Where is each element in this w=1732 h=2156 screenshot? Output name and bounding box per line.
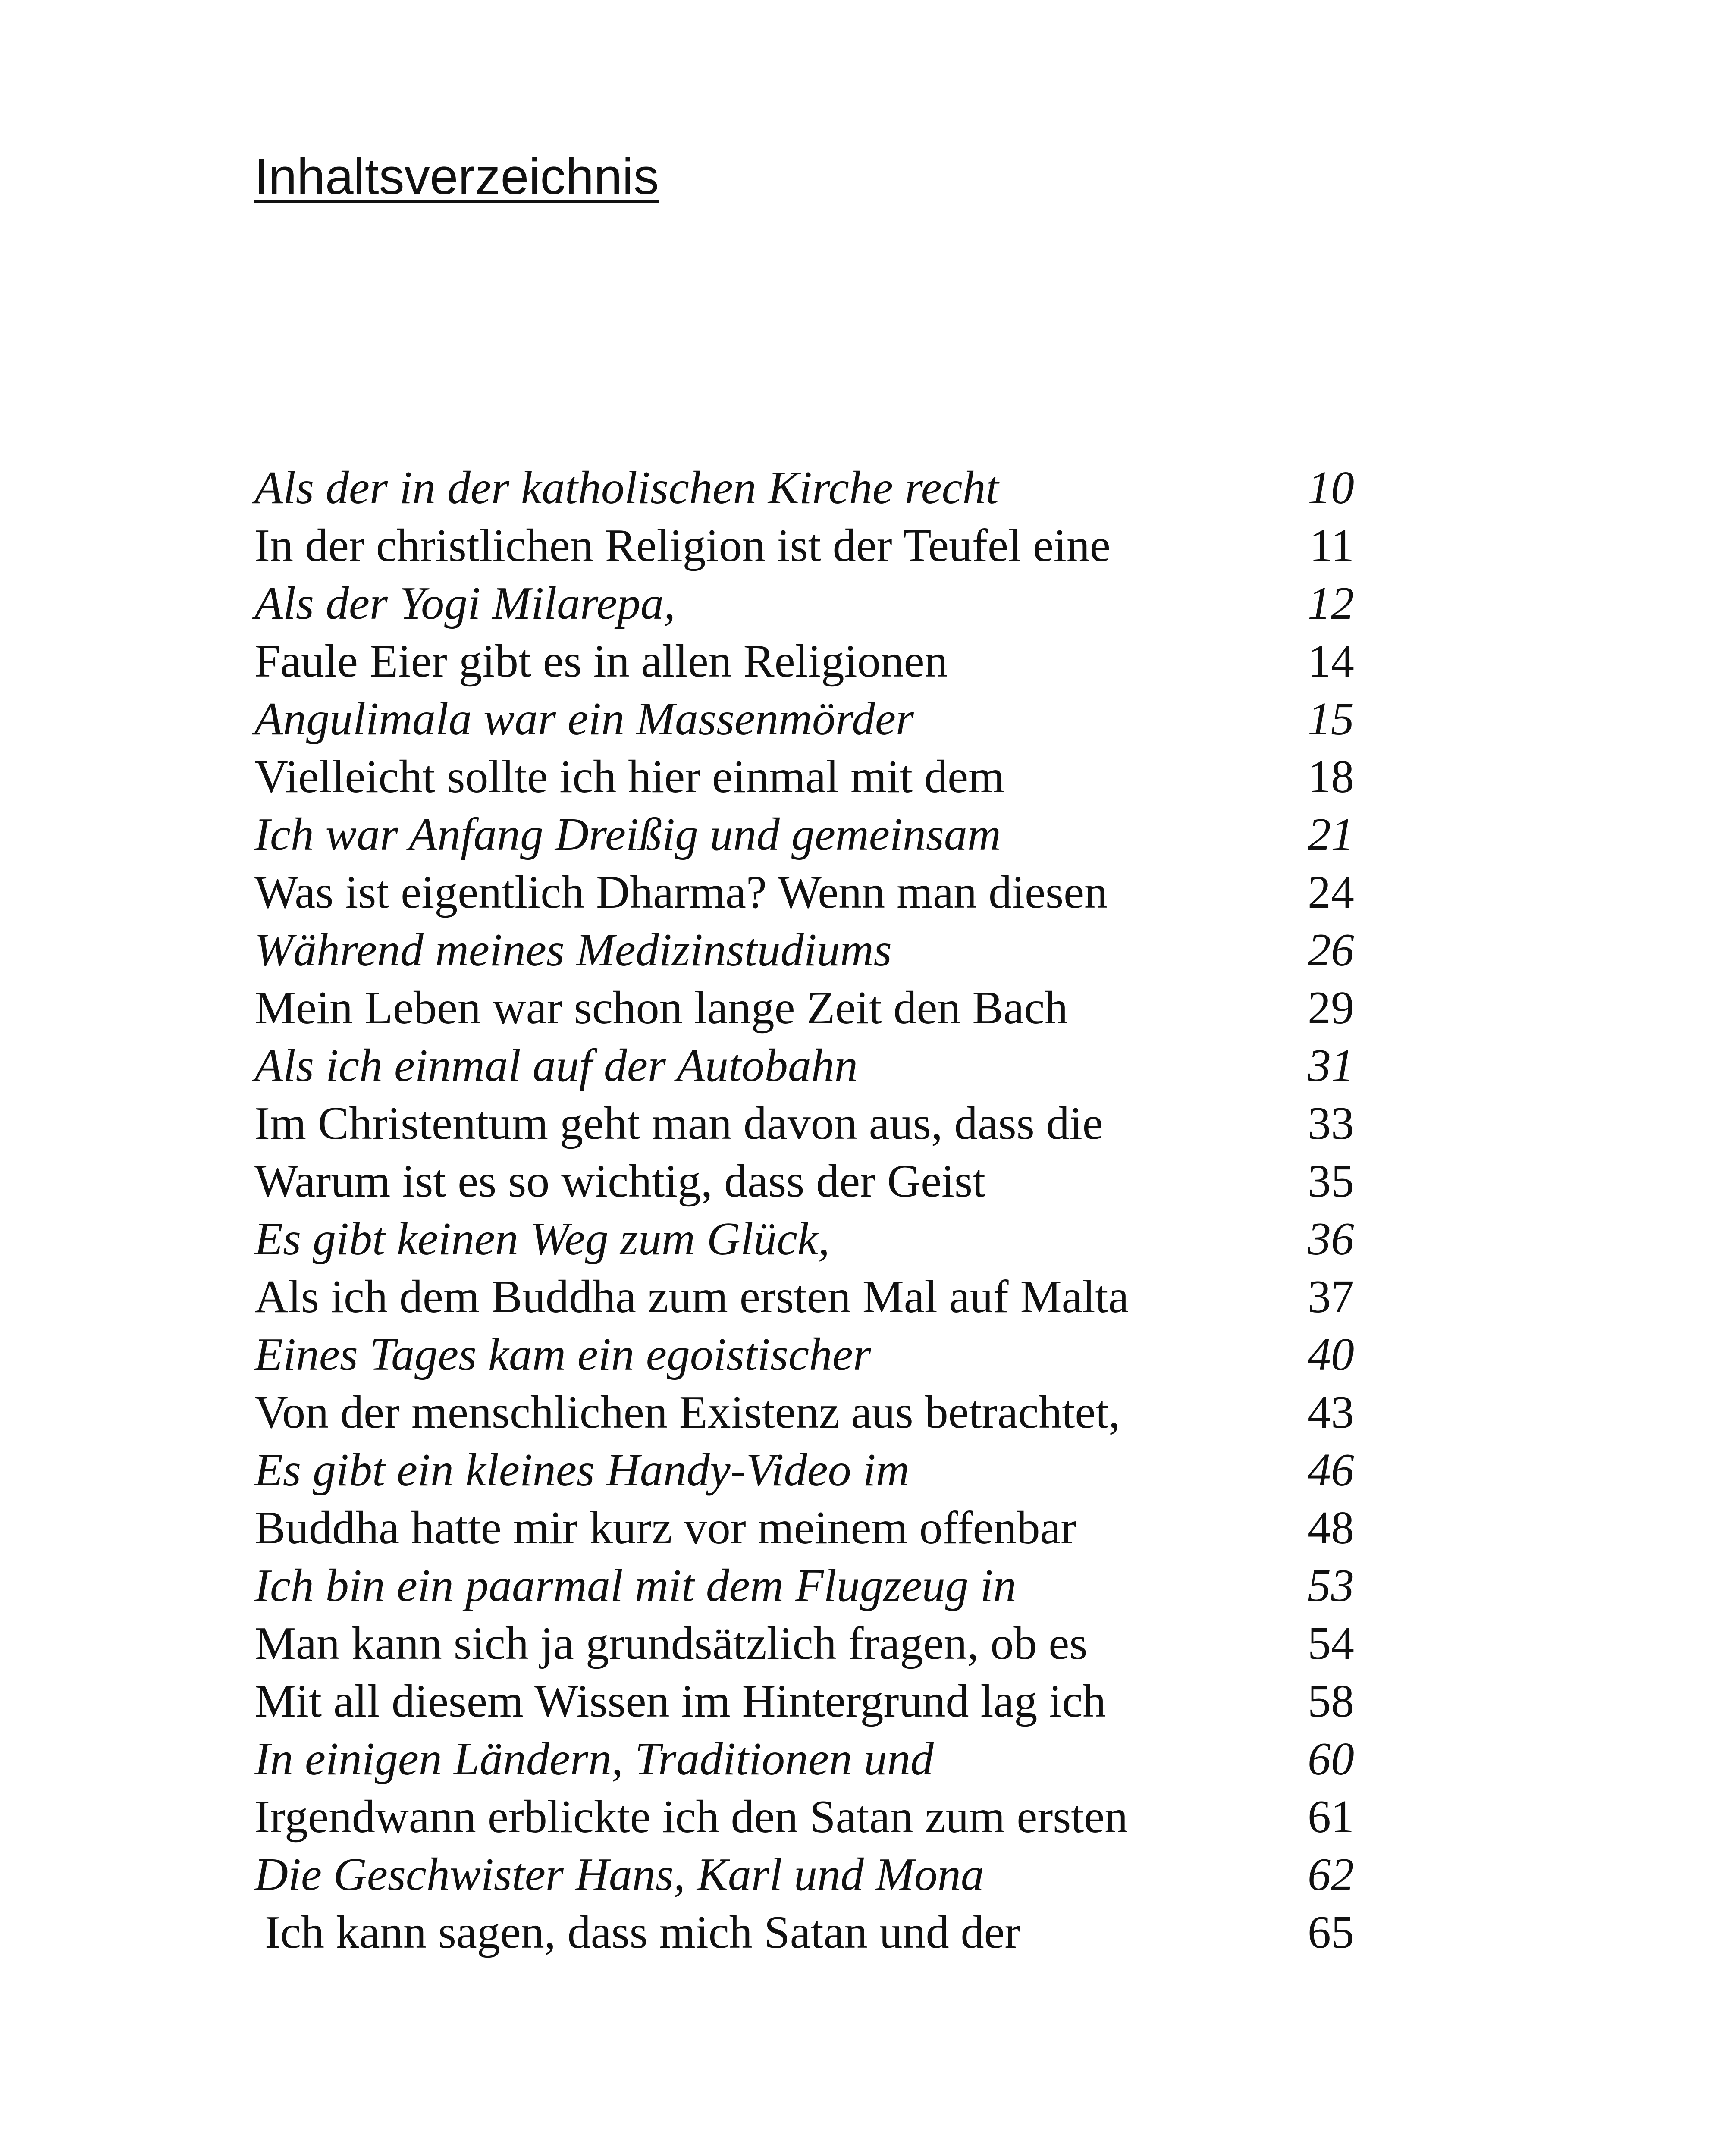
toc-entry-title: Als ich einmal auf der Autobahn bbox=[254, 1040, 858, 1091]
toc-entry bbox=[254, 1210, 1354, 1268]
toc-entry-title: Vielleicht sollte ich hier einmal mit dem bbox=[254, 751, 1005, 802]
toc-entry bbox=[254, 1153, 1354, 1210]
toc-entry-page-number: 35 bbox=[1308, 1156, 1354, 1207]
toc-entry bbox=[254, 633, 1354, 690]
toc-entry-page-number: 14 bbox=[1308, 636, 1354, 687]
toc-entry-title: Von der menschlichen Existenz aus betrachtet, bbox=[254, 1387, 1120, 1438]
toc-entry bbox=[254, 1095, 1354, 1153]
toc-entry-title: In einigen Ländern, Traditionen und bbox=[254, 1733, 934, 1785]
toc-entry-page-number: 48 bbox=[1308, 1502, 1354, 1554]
toc-entry-page-number: 46 bbox=[1308, 1445, 1354, 1496]
toc-entry bbox=[254, 1442, 1354, 1499]
toc-entry-title: Als der in der katholischen Kirche recht bbox=[254, 462, 999, 514]
toc-entry-title: Ich bin ein paarmal mit dem Flugzeug in bbox=[254, 1560, 1017, 1611]
toc-entry-title: Im Christentum geht man davon aus, dass die bbox=[254, 1098, 1103, 1149]
toc-entry-page-number: 31 bbox=[1308, 1040, 1354, 1091]
toc-entry bbox=[254, 517, 1354, 575]
toc-entry-title: Buddha hatte mir kurz vor meinem offenbar bbox=[254, 1502, 1076, 1554]
toc-entry-title: Angulimala war ein Massenmörder bbox=[254, 693, 914, 745]
toc-entry-title: Was ist eigentlich Dharma? Wenn man diesen bbox=[254, 867, 1108, 918]
toc-entry-title: Es gibt keinen Weg zum Glück, bbox=[254, 1213, 830, 1265]
toc-entry-title: Als der Yogi Milarepa, bbox=[254, 578, 676, 629]
toc-entry bbox=[254, 1499, 1354, 1557]
toc-entry bbox=[254, 459, 1354, 517]
toc-entry-page-number: 26 bbox=[1308, 924, 1354, 976]
toc-entry-page-number: 12 bbox=[1308, 578, 1354, 629]
toc-entry-page-number: 15 bbox=[1308, 693, 1354, 745]
toc-entry-page-number: 33 bbox=[1308, 1098, 1354, 1149]
toc-entry-page-number: 18 bbox=[1308, 751, 1354, 802]
toc-entry bbox=[254, 1326, 1354, 1384]
page-title: Inhaltsverzeichnis bbox=[254, 148, 659, 205]
toc-entry bbox=[254, 1037, 1354, 1095]
toc-entry bbox=[254, 1904, 1354, 1962]
toc-entry bbox=[254, 1268, 1354, 1326]
toc-entry-title: Es gibt ein kleines Handy-Video im bbox=[254, 1445, 910, 1496]
toc-entry-page-number: 40 bbox=[1308, 1329, 1354, 1380]
toc-entry bbox=[254, 1730, 1354, 1788]
toc-entry-page-number: 65 bbox=[1308, 1907, 1354, 1958]
toc-entry bbox=[254, 748, 1354, 806]
toc-entry bbox=[254, 1384, 1354, 1442]
toc-entry bbox=[254, 1788, 1354, 1846]
toc-entry-title: Die Geschwister Hans, Karl und Mona bbox=[254, 1849, 984, 1900]
toc-entry-page-number: 61 bbox=[1308, 1791, 1354, 1843]
toc-entry bbox=[254, 690, 1354, 748]
toc-entry-title: Man kann sich ja grundsätzlich fragen, ob es bbox=[254, 1618, 1088, 1669]
toc-entry-page-number: 54 bbox=[1308, 1618, 1354, 1669]
toc-entry-page-number: 53 bbox=[1308, 1560, 1354, 1611]
toc-entry-page-number: 62 bbox=[1308, 1849, 1354, 1900]
toc-entry-page-number: 60 bbox=[1308, 1733, 1354, 1785]
toc-entry-title: Warum ist es so wichtig, dass der Geist bbox=[254, 1156, 986, 1207]
toc-entry-title: Irgendwann erblickte ich den Satan zum ersten bbox=[254, 1791, 1128, 1843]
toc-entry-page-number: 10 bbox=[1308, 462, 1354, 514]
toc-entry-page-number: 36 bbox=[1308, 1213, 1354, 1265]
toc-entry-title: In der christlichen Religion ist der Teufel eine bbox=[254, 520, 1111, 571]
toc-entry-title: Als ich dem Buddha zum ersten Mal auf Malta bbox=[254, 1271, 1129, 1322]
toc-entry-page-number: 58 bbox=[1308, 1676, 1354, 1727]
toc-entry bbox=[254, 1615, 1354, 1673]
toc-entry-page-number: 24 bbox=[1308, 867, 1354, 918]
toc-entry bbox=[254, 979, 1354, 1037]
toc-entry-title: Mein Leben war schon lange Zeit den Bach bbox=[254, 982, 1068, 1034]
toc-entry bbox=[254, 1846, 1354, 1904]
toc-entry bbox=[254, 921, 1354, 979]
toc-entry bbox=[254, 575, 1354, 633]
toc-entry-title: Eines Tages kam ein egoistischer bbox=[254, 1329, 871, 1380]
toc-entry-page-number: 43 bbox=[1308, 1387, 1354, 1438]
toc-entry-title: Ich kann sagen, dass mich Satan und der bbox=[265, 1907, 1020, 1958]
toc-entry-page-number: 37 bbox=[1308, 1271, 1354, 1322]
toc-entry-title: Faule Eier gibt es in allen Religionen bbox=[254, 636, 948, 687]
toc-entry-title: Während meines Medizinstudiums bbox=[254, 924, 892, 976]
toc-entry-page-number: 11 bbox=[1309, 520, 1354, 571]
toc-entry bbox=[254, 1557, 1354, 1615]
toc-entry bbox=[254, 806, 1354, 864]
toc-entry-title: Mit all diesem Wissen im Hintergrund lag ich bbox=[254, 1676, 1106, 1727]
toc-entry-page-number: 29 bbox=[1308, 982, 1354, 1034]
toc-entry-title: Ich war Anfang Dreißig und gemeinsam bbox=[254, 809, 1001, 860]
table-of-contents bbox=[254, 459, 1354, 1962]
toc-entry bbox=[254, 864, 1354, 921]
toc-entry-page-number: 21 bbox=[1308, 809, 1354, 860]
toc-entry bbox=[254, 1673, 1354, 1730]
